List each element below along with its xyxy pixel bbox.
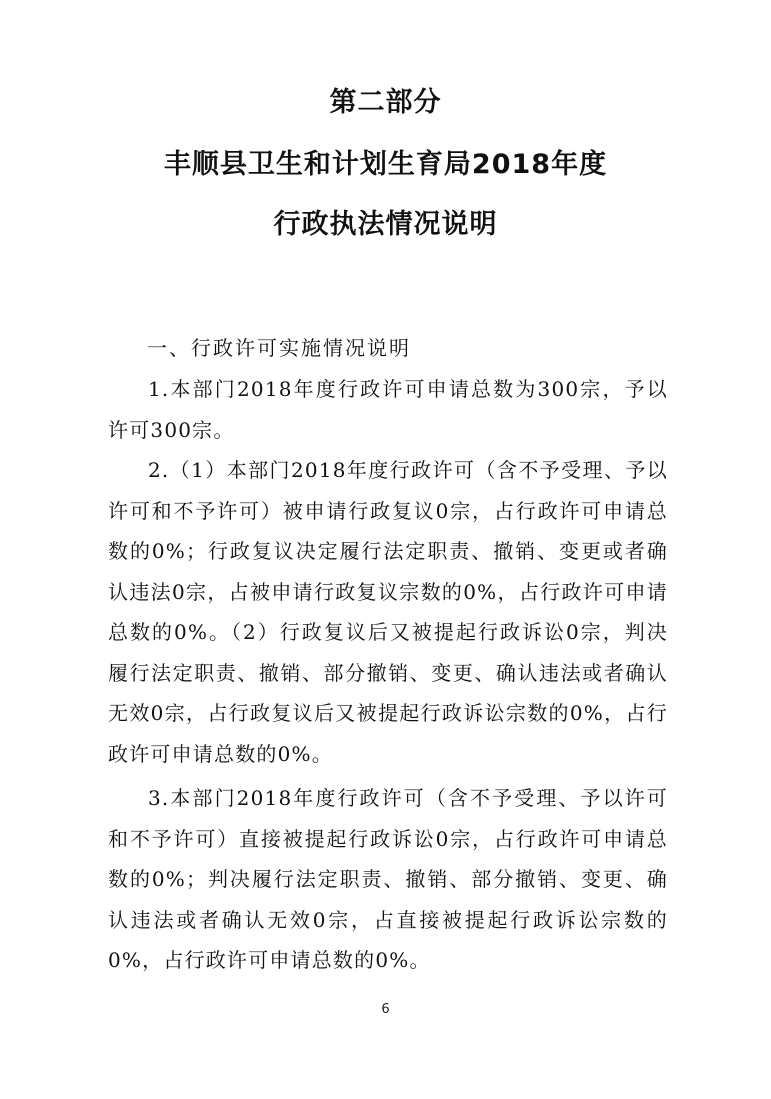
document-title: 丰顺县卫生和计划生育局2018年度 <box>163 149 608 180</box>
paragraph-3: 3.本部门2018年度行政许可（含不予受理、予以许可和不予许可）直接被提起行政诉讼0宗，占行政许可申请总数的0%；判决履行法定职责、撤销、部分撤销、变更、确认违法或者确认无效0宗，占直接被提起行政诉讼宗数的0%，占行政许可申请总数的0%。 <box>108 786 668 972</box>
section-heading: 一、行政许可实施情况说明 <box>147 336 411 360</box>
document-subtitle: 行政执法情况说明 <box>273 209 498 240</box>
paragraph-2: 2.（1）本部门2018年度行政许可（含不予受理、予以许可和不予许可）被申请行政复议0宗，占行政许可申请总数的0%；行政复议决定履行法定职责、撤销、变更或者确认违法0宗，占被申请行政复议宗数的0%，占行政许可申请总数的0%。（2）行政复议后又被提起行政诉讼0宗，判决履行法定职责、撤销、部分撤销、变更、确认违法或者确认无效0宗，占行政复议后又被提起行政诉讼宗数的0%，占行政许可申请总数的0%。 <box>108 458 668 766</box>
page-number: 6 <box>381 1002 390 1017</box>
part-title: 第二部分 <box>329 87 442 118</box>
paragraph-1: 1.本部门2018年度行政许可申请总数为300宗，予以许可300宗。 <box>108 377 668 442</box>
